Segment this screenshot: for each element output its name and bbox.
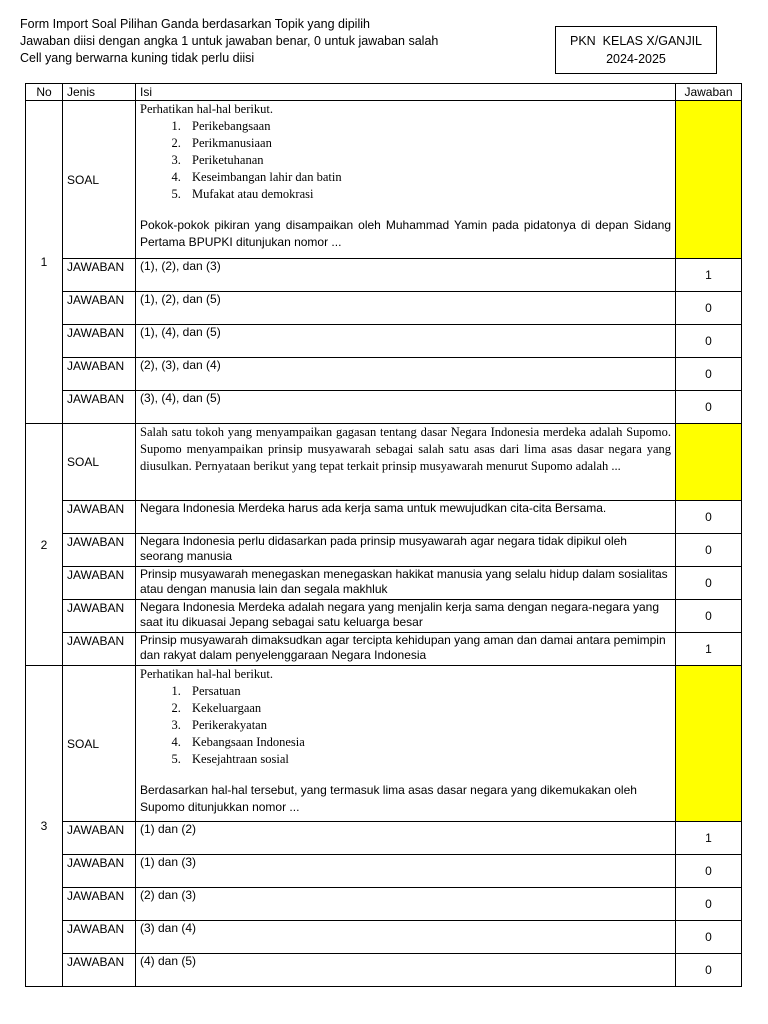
row-type: JAWABAN <box>63 822 136 855</box>
row-type: JAWABAN <box>63 855 136 888</box>
question-intro: Perhatikan hal-hal berikut. <box>140 102 273 116</box>
instruction-line-2: Jawaban diisi dengan angka 1 untuk jawaban benar, 0 untuk jawaban salah <box>20 34 439 48</box>
school-year: 2024-2025 <box>606 52 666 66</box>
row-type: JAWABAN <box>63 391 136 424</box>
question-text: Salah satu tokoh yang menyampaikan gagasan tentang dasar Negara Indonesia merdeka adalah Supomo. Supomo menyampaikan prinsip musyawarah sebagai salah satu asas dari lima asas dasar negara yang diusulkan. Pernyataan berikut yang tepat terkait prinsip musyawarah menurut Supomo adalah ... <box>140 425 671 473</box>
row-type: SOAL <box>63 101 136 259</box>
answer-option[interactable]: Negara Indonesia Merdeka harus ada kerja sama untuk mewujudkan cita-cita Bersama. <box>136 501 676 534</box>
answer-value[interactable]: 1 <box>676 822 742 855</box>
answer-option[interactable]: (2), (3), dan (4) <box>136 358 676 391</box>
question-text: Pokok-pokok pikiran yang disampaikan oleh Muhammad Yamin pada pidatonya di depan Sidang Pertama BPUPKI ditunjukan nomor ... <box>140 218 671 249</box>
question-text: Berdasarkan hal-hal tersebut, yang termasuk lima asas dasar negara yang dikemukakan oleh Supomo ditunjukkan nomor ... <box>140 783 637 814</box>
row-type: JAWABAN <box>63 325 136 358</box>
row-type: JAWABAN <box>63 358 136 391</box>
list-item: 2. Perikmanusiaan <box>184 135 671 152</box>
column-isi: Isi <box>136 84 676 101</box>
answer-value[interactable]: 0 <box>676 501 742 534</box>
answer-option[interactable]: (1), (2), dan (5) <box>136 292 676 325</box>
answer-option[interactable]: Prinsip musyawarah dimaksudkan agar tercipta kehidupan yang aman dan damai antara pemimpin dan rakyat dalam penyelenggaraan Negara Indonesia <box>136 633 676 666</box>
answer-option[interactable]: (2) dan (3) <box>136 888 676 921</box>
table-row <box>26 259 742 292</box>
table-row <box>26 855 742 888</box>
row-type: JAWABAN <box>63 259 136 292</box>
question-intro: Perhatikan hal-hal berikut. <box>140 667 273 681</box>
row-type: JAWABAN <box>63 534 136 567</box>
table-row <box>26 567 742 600</box>
row-type: JAWABAN <box>63 600 136 633</box>
answer-option[interactable]: (1) dan (3) <box>136 855 676 888</box>
list-item: 1. Persatuan <box>184 683 671 700</box>
answer-option[interactable]: Prinsip musyawarah menegaskan menegaskan hakikat manusia yang selalu hidup dalam sosialitas atau dengan manusia lain dan segala makhluk <box>136 567 676 600</box>
row-type: JAWABAN <box>63 292 136 325</box>
table-row <box>26 534 742 567</box>
answer-value[interactable]: 0 <box>676 600 742 633</box>
table-row <box>26 424 742 501</box>
question-content[interactable] <box>136 666 676 822</box>
question-number: 3 <box>26 666 63 987</box>
answer-option[interactable]: (1), (2), dan (3) <box>136 259 676 292</box>
instruction-line-1: Form Import Soal Pilihan Ganda berdasarkan Topik yang dipilih <box>20 17 370 31</box>
list-item: 5. Mufakat atau demokrasi <box>184 186 671 203</box>
subject-info-box <box>555 26 717 74</box>
no-answer-cell <box>676 666 742 822</box>
table-row <box>26 666 742 822</box>
subject-class: PKN KELAS X/GANJIL <box>570 34 702 48</box>
no-answer-cell <box>676 424 742 501</box>
table-row <box>26 888 742 921</box>
question-content[interactable] <box>136 424 676 501</box>
no-answer-cell <box>676 101 742 259</box>
answer-value[interactable]: 0 <box>676 325 742 358</box>
table-row <box>26 101 742 259</box>
question-number: 2 <box>26 424 63 666</box>
table-row <box>26 954 742 987</box>
form-instructions <box>20 16 438 67</box>
question-list <box>140 683 671 768</box>
answer-option[interactable]: Negara Indonesia perlu didasarkan pada prinsip musyawarah agar negara tidak dipikul oleh seorang manusia <box>136 534 676 567</box>
column-jawaban: Jawaban <box>676 84 742 101</box>
answer-value[interactable]: 0 <box>676 534 742 567</box>
answer-value[interactable]: 1 <box>676 633 742 666</box>
row-type: JAWABAN <box>63 954 136 987</box>
column-jenis: Jenis <box>63 84 136 101</box>
answer-value[interactable]: 0 <box>676 567 742 600</box>
answer-value[interactable]: 0 <box>676 888 742 921</box>
list-item: 5. Kesejahtraan sosial <box>184 751 671 768</box>
answer-option[interactable]: (1) dan (2) <box>136 822 676 855</box>
table-row <box>26 325 742 358</box>
answer-option[interactable]: (3) dan (4) <box>136 921 676 954</box>
row-type: JAWABAN <box>63 567 136 600</box>
question-content[interactable] <box>136 101 676 259</box>
answer-value[interactable]: 0 <box>676 954 742 987</box>
answer-value[interactable]: 0 <box>676 292 742 325</box>
table-row <box>26 633 742 666</box>
table-row <box>26 292 742 325</box>
question-number: 1 <box>26 101 63 424</box>
answer-option[interactable]: Negara Indonesia Merdeka adalah negara yang menjalin kerja sama dengan negara-negara yang saat itu dikuasai Jepang sebagai satu keluarga besar <box>136 600 676 633</box>
list-item: 3. Perikerakyatan <box>184 717 671 734</box>
row-type: JAWABAN <box>63 888 136 921</box>
list-item: 2. Kekeluargaan <box>184 700 671 717</box>
answer-value[interactable]: 0 <box>676 358 742 391</box>
table-row <box>26 501 742 534</box>
column-no: No <box>26 84 63 101</box>
question-list <box>140 118 671 203</box>
answer-value[interactable]: 1 <box>676 259 742 292</box>
list-item: 3. Periketuhanan <box>184 152 671 169</box>
table-row <box>26 921 742 954</box>
row-type: JAWABAN <box>63 633 136 666</box>
table-row <box>26 391 742 424</box>
list-item: 4. Keseimbangan lahir dan batin <box>184 169 671 186</box>
table-row <box>26 358 742 391</box>
row-type: SOAL <box>63 666 136 822</box>
answer-value[interactable]: 0 <box>676 921 742 954</box>
instruction-line-3: Cell yang berwarna kuning tidak perlu diisi <box>20 51 255 65</box>
table-header-row <box>26 84 742 101</box>
list-item: 1. Perikebangsaan <box>184 118 671 135</box>
table-row <box>26 822 742 855</box>
row-type: SOAL <box>63 424 136 501</box>
question-table <box>25 83 742 987</box>
table-row <box>26 600 742 633</box>
answer-option[interactable]: (4) dan (5) <box>136 954 676 987</box>
answer-option[interactable]: (3), (4), dan (5) <box>136 391 676 424</box>
answer-option[interactable]: (1), (4), dan (5) <box>136 325 676 358</box>
row-type: JAWABAN <box>63 921 136 954</box>
row-type: JAWABAN <box>63 501 136 534</box>
list-item: 4. Kebangsaan Indonesia <box>184 734 671 751</box>
answer-value[interactable]: 0 <box>676 855 742 888</box>
answer-value[interactable]: 0 <box>676 391 742 424</box>
